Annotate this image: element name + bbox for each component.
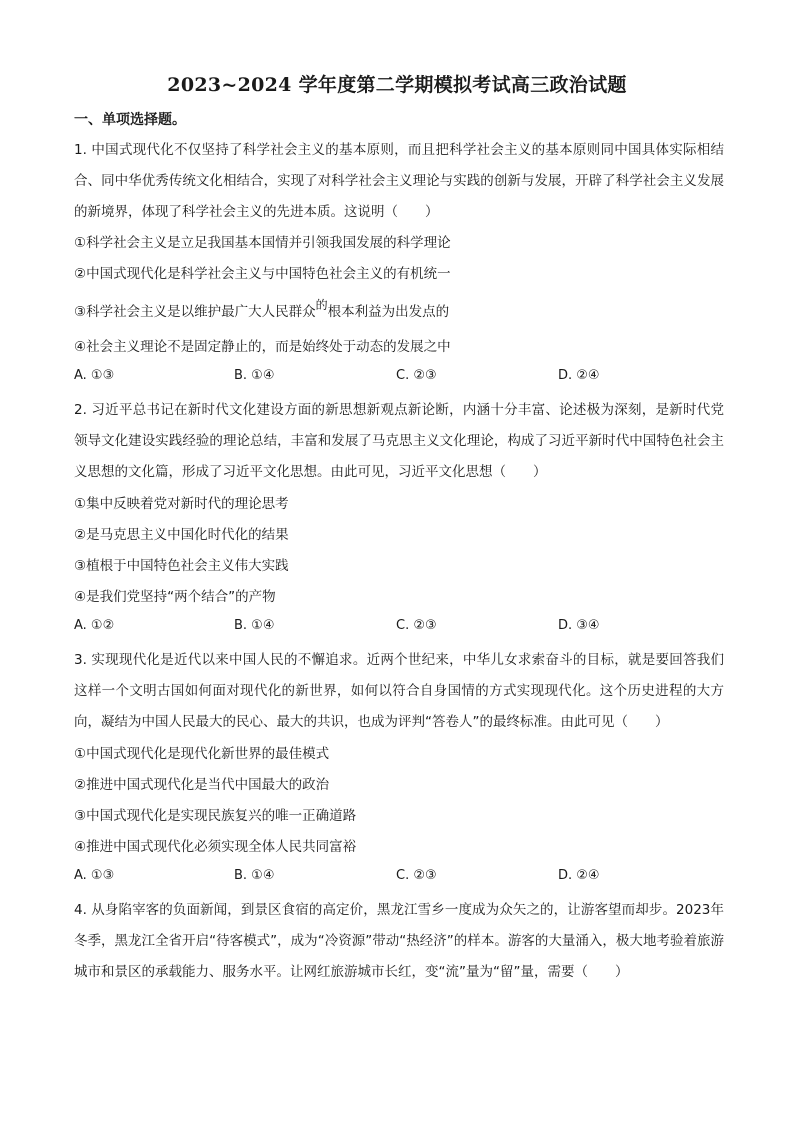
choice-c: C. ②③ <box>396 368 437 383</box>
question-2-option-2: ②是马克思主义中国化时代化的结果 <box>74 527 289 543</box>
choice-b: B. ①④ <box>234 868 275 883</box>
question-2-stem: 2. 习近平总书记在新时代文化建设方面的新思想新观点新论断，内涵十分丰富、论述极为深刻，是新时代党领导文化建设实践经验的理论总结，丰富和发展了马克思主义文化理论，构成了习近平新时代中国特色社会主义思想的文化篇，形成了习近平文化思想。由此可见，习近平文化思想（ ） <box>74 402 724 480</box>
choice-c: C. ②③ <box>396 868 437 883</box>
choice-d: D. ②④ <box>558 368 600 383</box>
choice-d: D. ②④ <box>558 868 600 883</box>
question-1-option-4: ④社会主义理论不是固定静止的，而是始终处于动态的发展之中 <box>74 339 451 355</box>
question-3-option-2: ②推进中国式现代化是当代中国最大的政治 <box>74 777 330 793</box>
question-3-option-1: ①中国式现代化是现代化新世界的最佳模式 <box>74 746 330 762</box>
question-1-option-3-tail: 根本利益为出发点的 <box>327 304 450 320</box>
exam-title: 2023~2024 学年度第二学期模拟考试高三政治试题 <box>167 74 627 96</box>
question-1-stem: 1. 中国式现代化不仅坚持了科学社会主义的基本原则，而且把科学社会主义的基本原则同中国具体实际相结合、同中华优秀传统文化相结合，实现了对科学社会主义理论与实践的创新与发展，开辟了科学社会主义发展的新境界，体现了科学社会主义的先进本质。这说明（ ） <box>74 142 724 220</box>
choice-c: C. ②③ <box>396 618 437 633</box>
question-2-option-4: ④是我们党坚持“两个结合”的产物 <box>74 589 276 605</box>
choice-b: B. ①④ <box>234 368 275 383</box>
choice-d: D. ③④ <box>558 618 600 633</box>
question-1-option-3-sup: 的 <box>315 298 328 312</box>
question-3-choices <box>74 868 724 888</box>
question-3-stem: 3. 实现现代化是近代以来中国人民的不懈追求。近两个世纪来，中华儿女求索奋斗的目标，就是要回答我们这样一个文明古国如何面对现代化的新世界，如何以符合自身国情的方式实现现代化。这个历史进程的大方向，凝结为中国人民最大的民心、最大的共识，也成为评判“答卷人”的最终标准。由此可见（ ） <box>74 652 724 730</box>
choice-a: A. ①② <box>74 618 115 633</box>
question-1-option-1: ①科学社会主义是立足我国基本国情并引领我国发展的科学理论 <box>74 235 451 251</box>
question-1-option-3-text: ③科学社会主义是以维护最广大人民群众 <box>74 304 316 320</box>
question-1-option-2: ②中国式现代化是科学社会主义与中国特色社会主义的有机统一 <box>74 266 451 282</box>
question-2-option-1: ①集中反映着党对新时代的理论思考 <box>74 496 289 512</box>
question-1-choices <box>74 368 724 388</box>
question-2-choices <box>74 618 724 638</box>
question-4-stem: 4. 从身陷宰客的负面新闻，到景区食宿的高定价，黑龙江雪乡一度成为众矢之的，让游客望而却步。2023年冬季，黑龙江全省开启“待客模式”，成为“冷资源”带动“热经济”的样本。游客的大量涌入，极大地考验着旅游城市和景区的承载能力、服务水平。让网红旅游城市长红，变“流”量为“留”量，需要（ ） <box>74 902 724 980</box>
section-heading: 一、单项选择题。 <box>74 112 186 128</box>
question-3-option-3: ③中国式现代化是实现民族复兴的唯一正确道路 <box>74 808 357 824</box>
question-1-option-3 <box>74 298 450 322</box>
choice-a: A. ①③ <box>74 868 115 883</box>
choice-b: B. ①④ <box>234 618 275 633</box>
question-3-option-4: ④推进中国式现代化必须实现全体人民共同富裕 <box>74 839 357 855</box>
question-2-option-3: ③植根于中国特色社会主义伟大实践 <box>74 558 289 574</box>
choice-a: A. ①③ <box>74 368 115 383</box>
